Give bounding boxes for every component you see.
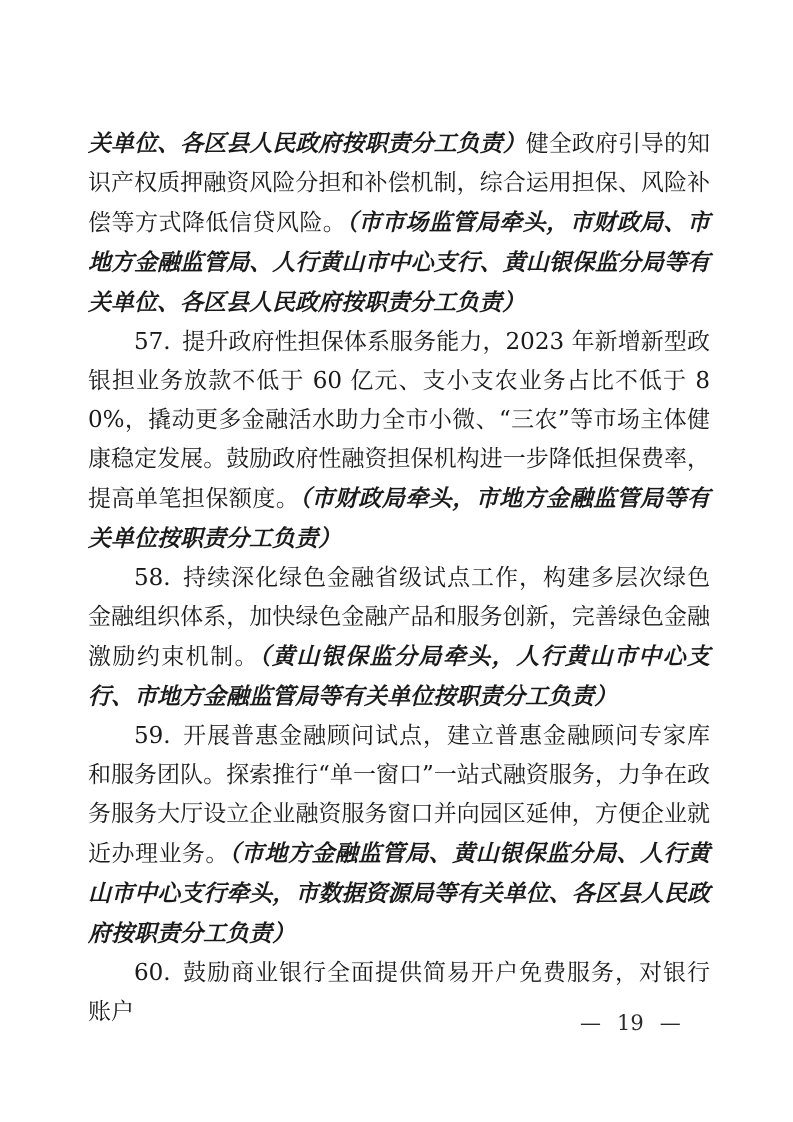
paragraph-59 bbox=[88, 717, 710, 954]
responsibility-note: （市市场监管局牵头，市财政局、市地方金融监管局、人行黄山市中心支行、黄山银保监分局等有关单位、各区县人民政府按职责分工负责） bbox=[88, 209, 711, 316]
item-number-58: 58. bbox=[134, 565, 171, 591]
paragraph-text: 持续深化绿色金融省级试点工作，构建多层次绿色金融组织体系，加快绿色金融产品和服务创新，完善绿色金融激励约束机制。 bbox=[88, 565, 710, 670]
paragraph-text: 提升政府性担保体系服务能力，2023 年新增新型政银担业务放款不低于 60 亿元、支小支农业务占比不低于 80%，撬动更多金融活水助力全市小微、“三农”等市场主体健康稳定发展。鼓励政府性融资担保机构进一步降低担保费率，提高单笔担保额度。 bbox=[88, 329, 710, 512]
paragraph-57 bbox=[88, 323, 710, 559]
paragraph-continuation bbox=[88, 124, 710, 323]
responsibility-note-tail: 关单位、各区县人民政府按职责分工负责） bbox=[88, 130, 526, 157]
page-footer bbox=[580, 1008, 681, 1038]
item-number-59: 59. bbox=[134, 723, 171, 749]
paragraph-text: 开展普惠金融顾问试点，建立普惠金融顾问专家库和服务团队。探索推行“单一窗口”一站式融资服务，力争在政务服务大厅设立企业融资服务窗口并向园区延伸，方便企业就近办理业务。 bbox=[88, 723, 710, 867]
footer-dash-left: — bbox=[580, 1011, 601, 1035]
paragraph-text: 健全政府引导的知识产权质押融资风险分担和补偿机制，综合运用担保、风险补偿等方式降低信贷风险。 bbox=[88, 131, 711, 236]
responsibility-note: （黄山银保监分局牵头，人行黄山市中心支行、市地方金融监管局等有关单位按职责分工负责） bbox=[88, 643, 711, 710]
item-number-60: 60. bbox=[134, 960, 171, 986]
responsibility-note: （市地方金融监管局、黄山银保监分局、人行黄山市中心支行牵头，市数据资源局等有关单位、各区县人民政府按职责分工负责） bbox=[88, 840, 711, 947]
paragraph-58 bbox=[88, 559, 710, 717]
responsibility-note: （市财政局牵头，市地方金融监管局等有关单位按职责分工负责） bbox=[88, 485, 711, 552]
page-number: 19 bbox=[617, 1011, 644, 1035]
item-number-57: 57. bbox=[134, 329, 171, 355]
paragraph-text: 鼓励商业银行全面提供简易开户免费服务，对银行账户 bbox=[88, 960, 710, 1025]
footer-dash-right: — bbox=[659, 1011, 681, 1035]
document-body bbox=[88, 124, 710, 1032]
